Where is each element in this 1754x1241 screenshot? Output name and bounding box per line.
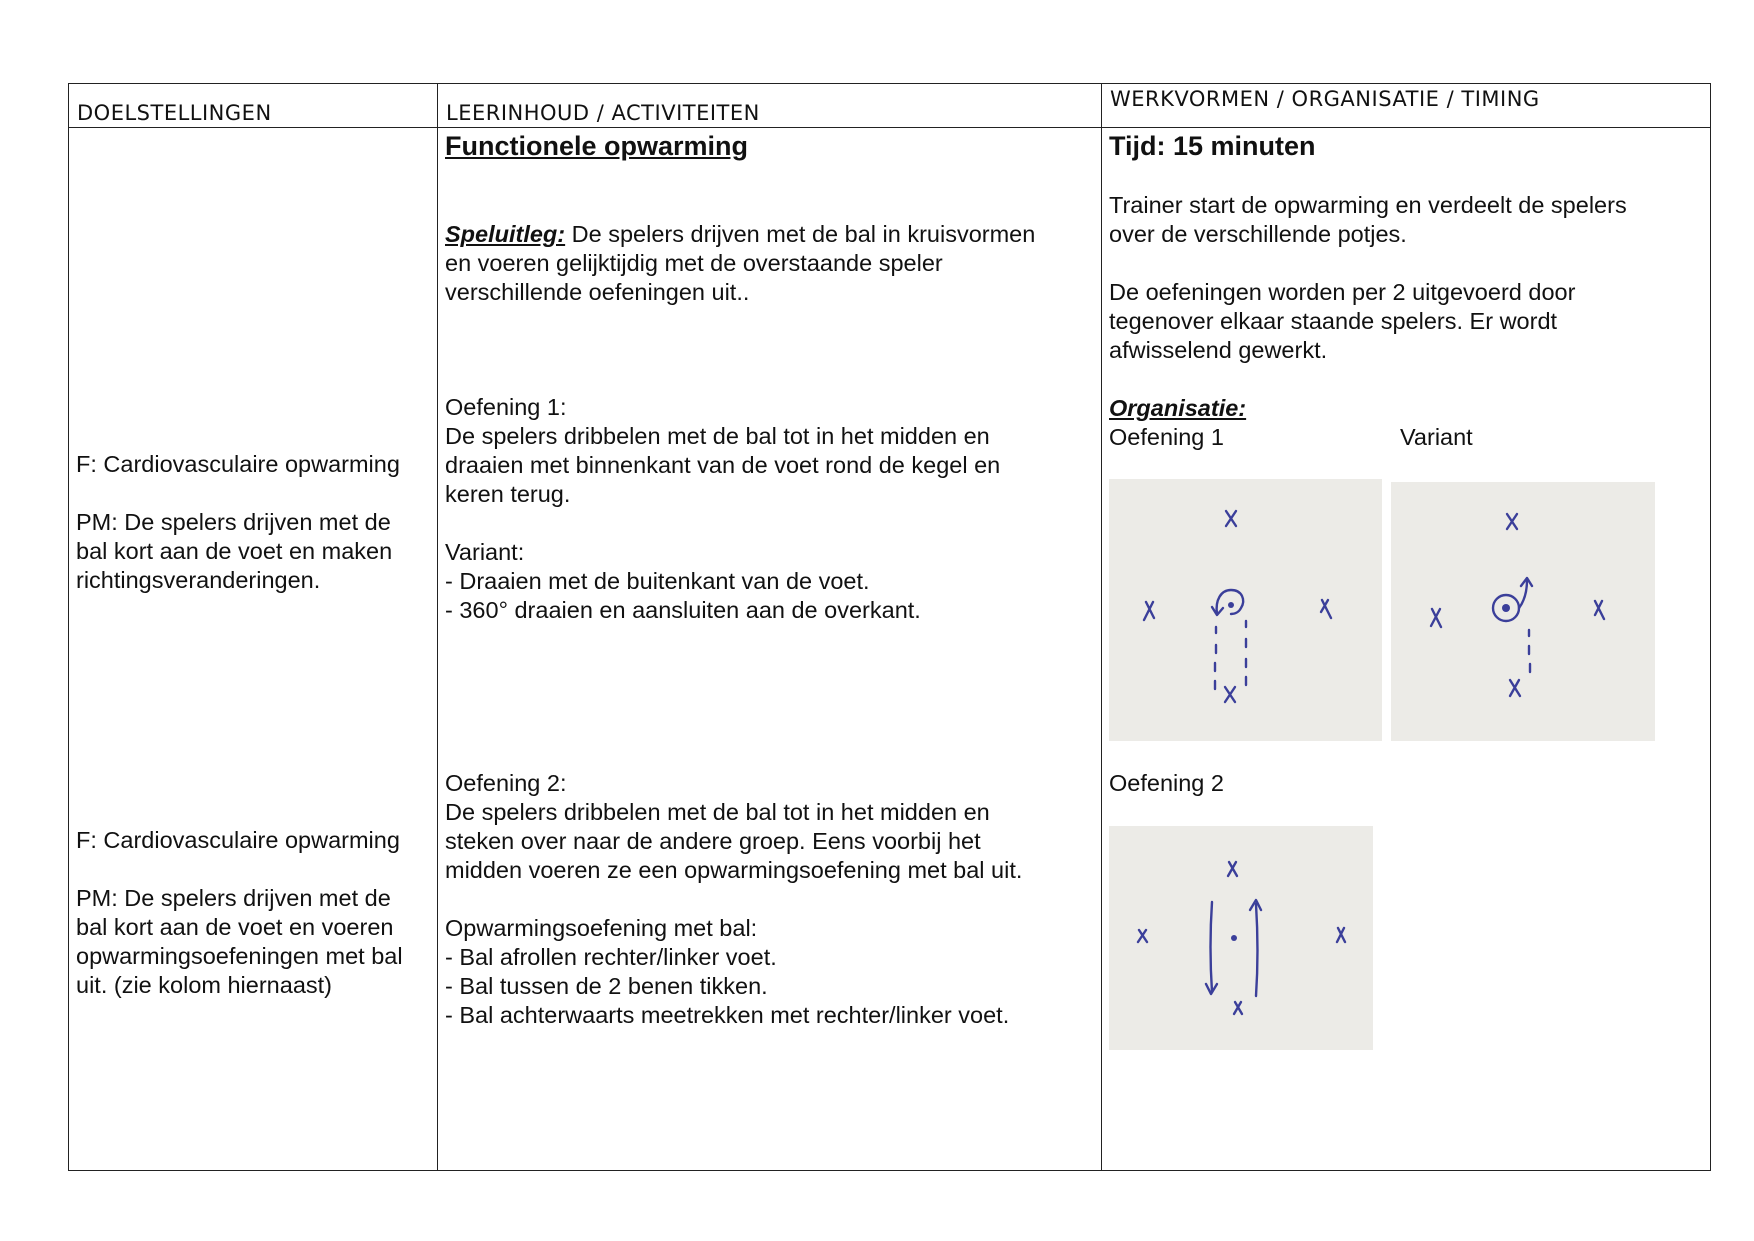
header-doelstellingen: DOELSTELLINGEN bbox=[69, 84, 438, 128]
header-leerinhoud: LEERINHOUD / ACTIVITEITEN bbox=[438, 84, 1102, 128]
leerinhoud-cell bbox=[438, 128, 1102, 1171]
org-oefening1-label: Oefening 1 bbox=[1109, 424, 1224, 450]
player-x-right bbox=[1337, 928, 1345, 942]
cross-path-up bbox=[1256, 904, 1258, 996]
oefening1-line4: keren terug. bbox=[445, 481, 571, 507]
warmup-line4: - Bal achterwaarts meetrekken met rechter/linker voet. bbox=[445, 1002, 1010, 1028]
objective-pm-2-line4: uit. (zie kolom hiernaast) bbox=[76, 972, 332, 998]
content-row bbox=[69, 128, 1711, 1171]
diagram-variant bbox=[1391, 482, 1655, 741]
player-x-top bbox=[1228, 862, 1237, 876]
variant-line3: - 360° draaien en aansluiten aan de overkant. bbox=[445, 597, 921, 623]
player-x-left bbox=[1144, 602, 1154, 620]
diagram-variant-svg bbox=[1391, 482, 1655, 741]
cross-path-down bbox=[1211, 902, 1213, 992]
speluitleg-label: Speluitleg: bbox=[445, 221, 566, 247]
org-oefening2-label: Oefening 2 bbox=[1109, 770, 1224, 796]
player-x-top bbox=[1226, 511, 1236, 526]
objective-pm-1-line3: richtingsveranderingen. bbox=[76, 567, 321, 593]
pairs-line1: De oefeningen worden per 2 uitgevoerd door bbox=[1109, 279, 1576, 305]
objective-pm-1-line2: bal kort aan de voet en maken bbox=[76, 538, 393, 564]
oefening2-line3: steken over naar de andere groep. Eens voorbij het bbox=[445, 828, 981, 854]
objective-pm-2-line1: PM: De spelers drijven met de bbox=[76, 885, 391, 911]
oefening2-line2: De spelers dribbelen met de bal tot in het midden en bbox=[445, 799, 990, 825]
objective-pm-2-line2: bal kort aan de voet en voeren bbox=[76, 914, 394, 940]
player-x-left bbox=[1138, 930, 1147, 942]
player-x-top bbox=[1507, 514, 1517, 529]
dribble-path bbox=[1529, 630, 1530, 672]
objective-pm-1-line1: PM: De spelers drijven met de bbox=[76, 509, 391, 535]
activity-title: Functionele opwarming bbox=[445, 131, 749, 161]
dribble-path-left bbox=[1215, 627, 1216, 689]
pairs-line3: afwisselend gewerkt. bbox=[1109, 337, 1328, 363]
oefening1-line1: Oefening 1: bbox=[445, 394, 567, 420]
header-row bbox=[69, 84, 1711, 128]
time-label: Tijd: 15 minuten bbox=[1109, 131, 1316, 161]
variant-line1: Variant: bbox=[445, 539, 525, 565]
speluitleg-line2: en voeren gelijktijdig met de overstaande speler bbox=[445, 250, 943, 276]
warmup-line1: Opwarmingsoefening met bal: bbox=[445, 915, 758, 941]
oefening1-line3: draaien met binnenkant van de voet rond de kegel en bbox=[445, 452, 1001, 478]
warmup-line3: - Bal tussen de 2 benen tikken. bbox=[445, 973, 768, 999]
objective-f-1: F: Cardiovasculaire opwarming bbox=[76, 451, 400, 477]
trainer-line1: Trainer start de opwarming en verdeelt de spelers bbox=[1109, 192, 1627, 218]
doelstellingen-cell bbox=[69, 128, 438, 1171]
ball-dot bbox=[1231, 935, 1237, 941]
pairs-line2: tegenover elkaar staande spelers. Er wordt bbox=[1109, 308, 1558, 334]
oefening2-line1: Oefening 2: bbox=[445, 770, 567, 796]
organisatie-label: Organisatie: bbox=[1109, 395, 1247, 421]
oefening1-line2: De spelers dribbelen met de bal tot in het midden en bbox=[445, 423, 990, 449]
player-x-bottom bbox=[1510, 680, 1520, 696]
warmup-line2: - Bal afrollen rechter/linker voet. bbox=[445, 944, 777, 970]
player-x-bottom bbox=[1234, 1002, 1242, 1014]
player-x-bottom bbox=[1225, 687, 1235, 702]
org-variant-label: Variant bbox=[1400, 424, 1473, 450]
variant-line2: - Draaien met de buitenkant van de voet. bbox=[445, 568, 870, 594]
werkvormen-cell bbox=[1102, 128, 1711, 1171]
oefening2-line4: midden voeren ze een opwarmingsoefening met bal uit. bbox=[445, 857, 1023, 883]
player-x-left bbox=[1431, 609, 1441, 627]
ball-dot bbox=[1228, 602, 1234, 608]
header-werkvormen: WERKVORMEN / ORGANISATIE / TIMING bbox=[1102, 84, 1711, 128]
objective-f-2: F: Cardiovasculaire opwarming bbox=[76, 827, 400, 853]
player-x-right bbox=[1595, 601, 1604, 619]
diagram-oefening1-svg bbox=[1109, 479, 1382, 741]
lesson-plan-table bbox=[68, 83, 1711, 1171]
speluitleg-line1 bbox=[445, 220, 1035, 249]
speluitleg-text: De spelers drijven met de bal in kruisvormen bbox=[565, 221, 1036, 247]
trainer-line2: over de verschillende potjes. bbox=[1109, 221, 1407, 247]
speluitleg-line3: verschillende oefeningen uit.. bbox=[445, 279, 750, 305]
objective-pm-2-line3: opwarmingsoefeningen met bal bbox=[76, 943, 403, 969]
diagram-oefening2 bbox=[1109, 826, 1373, 1050]
ball-dot bbox=[1502, 604, 1510, 612]
player-x-right bbox=[1321, 600, 1331, 618]
diagram-oefening1 bbox=[1109, 479, 1382, 741]
diagram-oefening2-svg bbox=[1109, 826, 1373, 1050]
